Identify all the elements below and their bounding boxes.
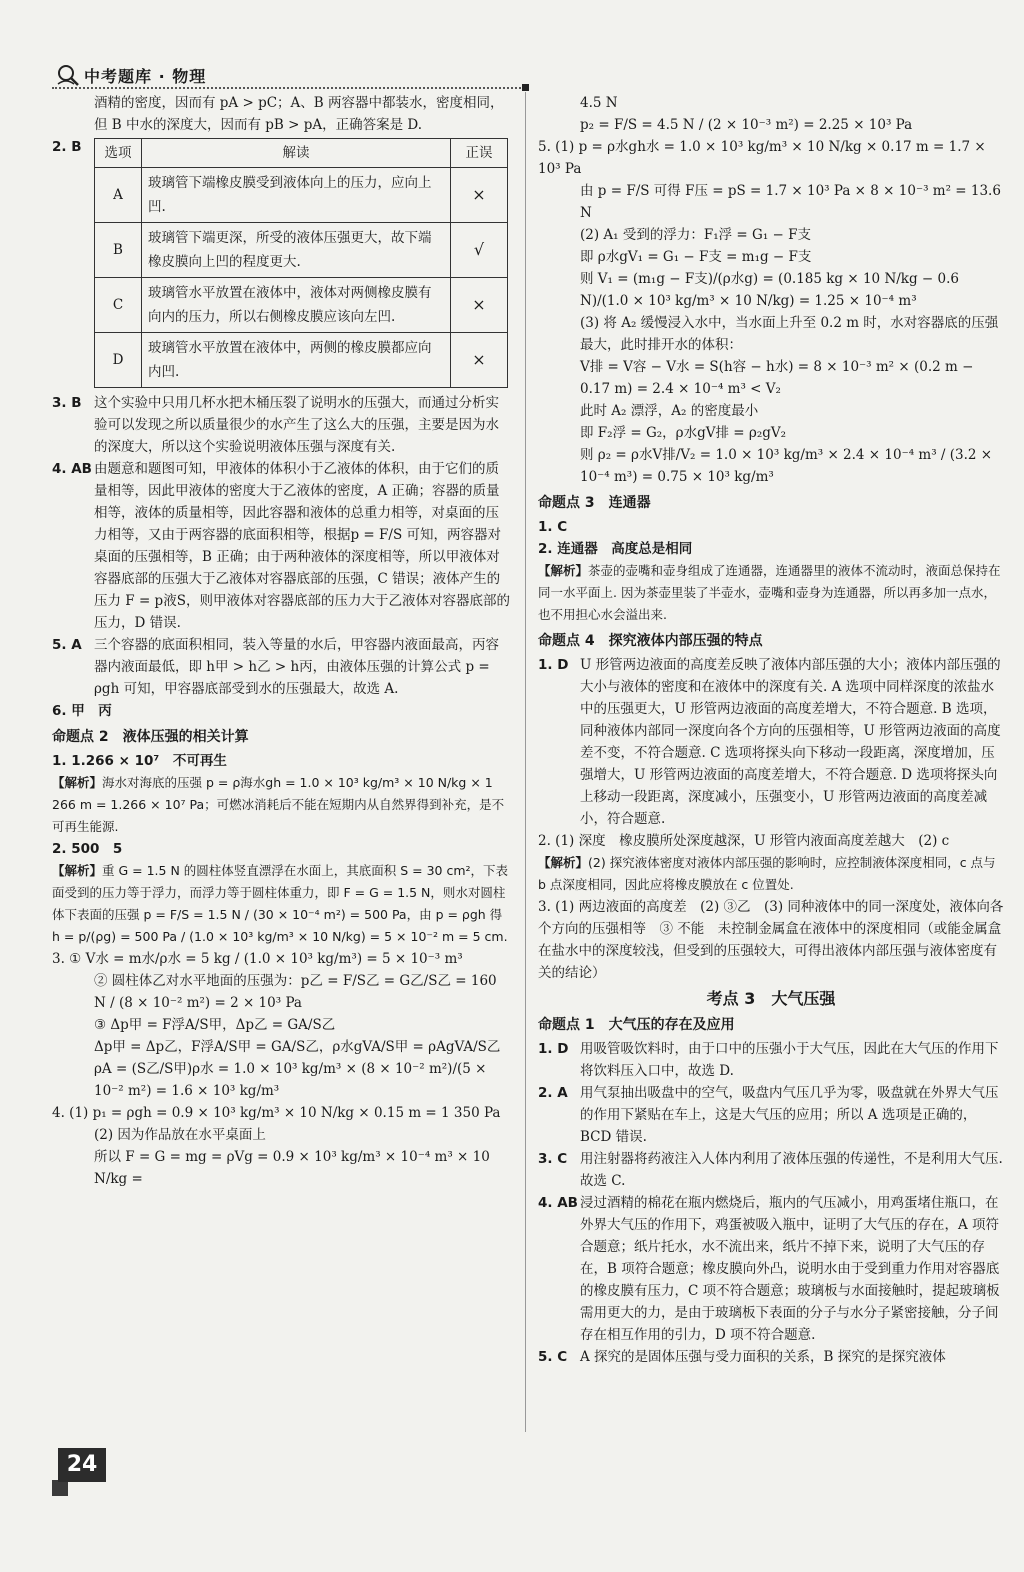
formula-line: (2) 因为作品放在水平桌面上 [94, 1127, 266, 1143]
answer-text: 用气泵抽出吸盘中的空气，吸盘内气压几乎为零，吸盘就在外界大气压的作用下紧贴在车上，这是大气压的应用；所以 A 选项是正确的，BCD 错误. [580, 1085, 999, 1145]
formula-line: V排 = V容 − V水 = S(h容 − h水) = 8 × 10⁻³ m² × (0.2 m − 0.17 m) = 2.4 × 10⁻⁴ m³ < V₂ [580, 359, 978, 397]
formula-line: (3) 将 A₂ 缓慢浸入水中，当水面上升至 0.2 m 时，水对容器底的压强最大，此时排开水的体积： [580, 315, 999, 353]
header-rule [52, 87, 524, 89]
table-cell-verdict: √ [451, 223, 508, 278]
judgement-table [94, 138, 508, 388]
answer-text: 浸过酒精的棉花在瓶内燃烧后，瓶内的气压减小，用鸡蛋堵住瓶口，在外界大气压的作用下，鸡蛋被吸入瓶中，证明了大气压的存在，A 项符合题意；纸片托水，水不流出来，纸片不掉下来，说明了大气压的存在，B 项符合题意；橡皮膜向外凸，说明水由于受到重力作用对容器底的橡皮膜有压力，C 项不符合题意；玻璃板与水面接触时，提起玻璃板需用更大的力，是由于玻璃板下表面的分子与水分子紧密接触，分子间存在相互作用的引力，D 项不符合题意. [580, 1195, 1000, 1343]
logo-icon [56, 64, 80, 86]
page-header [52, 60, 528, 90]
formula-line: 则 ρ₂ = ρ水V排/V₂ = 1.0 × 10³ kg/m³ × 2.4 × 10⁻⁴ m³ / (3.2 × 10⁻⁴ m³) = 0.75 × 10³ kg/m³ [580, 447, 997, 485]
s4-question-1 [538, 654, 1004, 830]
left-column [52, 92, 512, 1190]
analysis-text: 重 G = 1.5 N 的圆柱体竖直漂浮在水面上，其底面积 S = 30 cm²，下表面受到的压力等于浮力，而浮力等于圆柱体重力，即 F = G = 1.5 N，则水对圆柱体下表面的压强 p = F/S = 1.5 N / (30 × 10⁻⁴ m²) = 500 Pa，由 p = ρgh 得 h = p/(ρg) = 500 Pa / (1.0 × 10³ kg/m³ × 10 N/kg) = 5 × 10⁻² m = 5 cm. [52, 863, 509, 944]
analysis-text: (2) 探究液体密度对液体内部压强的影响时，应控制液体深度相同，c 点与 b 点深度相同，因此应将橡皮膜放在 c 位置处. [538, 855, 1000, 892]
question-number: 5. C [538, 1349, 568, 1365]
question-4 [52, 458, 512, 634]
analysis-block [52, 772, 512, 838]
question-number: 1. 1.266 × 10⁷ 不可再生 [52, 753, 227, 769]
page-number: 24 [58, 1448, 106, 1482]
table-row [95, 278, 508, 333]
text-line: 但 B 中水的深度大，因而有 pB > pA，正确答案是 D. [94, 117, 423, 133]
analysis-block [538, 852, 1004, 896]
formula-line: 4.5 N [580, 95, 618, 111]
table-cell-option: C [95, 278, 142, 333]
formula-line: 3. ① V水 = m水/ρ水 = 5 kg / (1.0 × 10³ kg/m³) = 5 × 10⁻³ m³ [52, 951, 463, 967]
table-row [95, 223, 508, 278]
question-number: 6. 甲 丙 [52, 703, 112, 719]
section-heading: 命题点 2 液体压强的相关计算 [52, 729, 249, 745]
question-number: 2. 连通器 高度总是相同 [538, 541, 693, 557]
formula-line: ③ Δp甲 = F浮A/S甲，Δp乙 = GA/S乙 [94, 1017, 336, 1033]
right-column [538, 92, 1008, 1368]
table-cell-verdict: × [451, 333, 508, 388]
formula-line: Δp甲 = Δp乙，F浮A/S甲 = GA/S乙，ρ水gVA/S甲 = ρAgVA/S乙 [94, 1039, 501, 1055]
table-header: 选项 [95, 139, 142, 168]
s5-question [538, 1082, 1004, 1148]
answer-text: 这个实验中只用几杯水把木桶压裂了说明水的压强大，而通过分析实验可以发现之所以质量很少的水产生了这么大的压强，主要是因为水的深度大，所以这个实验说明液体压强与深度有关. [94, 395, 499, 455]
formula-line: 5. (1) p = ρ水gh水 = 1.0 × 10³ kg/m³ × 10 N/kg × 0.17 m = 1.7 × 10³ Pa [538, 139, 990, 177]
answer-text: 用注射器将药液注入人体内利用了液体压强的传递性，不是利用大气压. 故选 C. [580, 1151, 1008, 1189]
question-number: 2. 500 5 [52, 841, 123, 857]
s2-question-4 [52, 1102, 512, 1190]
answer-text: 3. (1) 两边液面的高度差 (2) ③乙 (3) 同种液体中的同一深度处，液体向各个方向的压强相等 ③ 不能 未控制金属盒在液体中的深度相同（或能金属盒在盐水中的深度较浅，但受到的压强较大，可得出液体内部压强与液体密度有关的结论） [538, 899, 1004, 981]
question-number: 5. A [52, 637, 82, 653]
analysis-tag: 【解析】 [52, 775, 103, 790]
answer-text: A 探究的是固体压强与受力面积的关系，B 探究的是探究液体 [580, 1349, 946, 1365]
answer-text: 2. (1) 深度 橡皮膜所处深度越深，U 形管内液面高度差越大 (2) c [538, 833, 950, 849]
corner-decoration [52, 1480, 68, 1496]
header-title: 中考题库 · 物理 [84, 67, 207, 86]
question-3 [52, 392, 512, 458]
analysis-tag: 【解析】 [538, 855, 589, 870]
question-5 [52, 634, 512, 700]
question-number: 3. C [538, 1151, 568, 1167]
formula-line: 即 F₂浮 = G₂，ρ水gV排 = ρ₂gV₂ [580, 425, 787, 441]
table-cell-option: B [95, 223, 142, 278]
question-6 [52, 700, 512, 722]
s5-question [538, 1192, 1004, 1346]
table-cell-option: A [95, 168, 142, 223]
question-5-right [538, 136, 1004, 488]
formula-line: 即 ρ水gV₁ = G₁ − F支 = m₁g − F支 [580, 249, 812, 265]
text-line: 酒精的密度，因而有 pA > pC；A、B 两容器中都装水，密度相同， [94, 95, 504, 111]
formula-line: ρA = (S乙/S甲)ρ水 = 1.0 × 10³ kg/m³ × (8 × 10⁻² m²)/(5 × 10⁻² m²) = 1.6 × 10³ kg/m³ [94, 1061, 491, 1099]
question-number: 1. D [538, 657, 569, 673]
answer-text: 由题意和题图可知，甲液体的体积小于乙液体的体积，由于它们的质量相等，因此甲液体的密度大于乙液体的密度，A 正确；容器的质量相等，液体的质量相等，因此容器和液体的总重力相等，对桌面的压力相等，又由于两容器的底面积相等，根据p = F/S 可知，两容器对桌面的压强相等，B 正确；由于两种液体的深度相等，所以甲液体对容器底部的压强大于乙液体对容器底部的压强，C 错误；液体产生的压力 F = p液S，则甲液体对容器底部的压力大于乙液体对容器底部的压力，D 错误. [94, 461, 510, 631]
table-cell-verdict: × [451, 168, 508, 223]
table-row [95, 168, 508, 223]
table-cell-verdict: × [451, 278, 508, 333]
s2-question-1 [52, 750, 512, 838]
s2-question-2 [52, 838, 512, 948]
answer-text: U 形管两边液面的高度差反映了液体内部压强的大小；液体内部压强的大小与液体的密度和在液体中的深度有关. A 选项中同样深度的浓盐水中的压强更大，U 形管两边液面的高度差增大，不符合题意. B 选项，同种液体内部同一深度向各个方向的压强相等，U 形管两边液面的高度差不变，不符合题意. C 选项将探头向下移动一段距离，深度增加，压强增大，U 形管两边液面的高度差增大，不符合题意. D 选项将探头向上移动一段距离，深度减小，压强变小，U 形管两边液面的高度差减小，符合题意. [580, 657, 1001, 827]
question-number: 2. B [52, 139, 82, 155]
section-heading: 命题点 1 大气压的存在及应用 [538, 1017, 735, 1033]
formula-line: 由 p = F/S 可得 F压 = pS = 1.7 × 10³ Pa × 8 × 10⁻³ m² = 13.6 N [580, 183, 1006, 221]
question-number: 4. AB [52, 461, 92, 477]
formula-line: 4. (1) p₁ = ρgh = 0.9 × 10³ kg/m³ × 10 N/kg × 0.15 m = 1 350 Pa [52, 1105, 501, 1121]
analysis-block [52, 860, 512, 948]
table-row [95, 333, 508, 388]
table-header: 解读 [142, 139, 451, 168]
answer-text: 用吸管吸饮料时，由于口中的压强小于大气压，因此在大气压的作用下将饮料压入口中，故选 D. [580, 1041, 999, 1079]
question-number: 4. AB [538, 1195, 578, 1211]
formula-line: ② 圆柱体乙对水平地面的压强为：p乙 = F/S乙 = G乙/S乙 = 160 N / (8 × 10⁻² m²) = 2 × 10³ Pa [94, 973, 501, 1011]
continued-text [52, 92, 512, 136]
question-number: 1. C [538, 519, 568, 535]
analysis-block [538, 560, 1004, 626]
table-cell-option: D [95, 333, 142, 388]
table-cell-text: 玻璃管下端橡皮膜受到液体向上的压力，应向上凹. [142, 168, 451, 223]
analysis-tag: 【解析】 [52, 863, 103, 878]
formula-line: 则 V₁ = (m₁g − F支)/(ρ水g) = (0.185 kg × 10 N/kg − 0.6 N)/(1.0 × 10³ kg/m³ × 10 N/kg) = 1.25 × 10⁻⁴ m³ [580, 271, 964, 309]
header-dot [522, 84, 529, 91]
formula-line: p₂ = F/S = 4.5 N / (2 × 10⁻³ m²) = 2.25 × 10³ Pa [580, 117, 913, 133]
continued-text [538, 92, 1004, 136]
section-heading: 命题点 4 探究液体内部压强的特点 [538, 633, 763, 649]
s2-question-3 [52, 948, 512, 1102]
table-cell-text: 玻璃管水平放置在液体中，液体对两侧橡皮膜有向内的压力，所以右侧橡皮膜应该向左凹. [142, 278, 451, 333]
answer-text: 三个容器的底面积相同，装入等量的水后，甲容器内液面最高，丙容器内液面最低，即 h甲 > h乙 > h丙，由液体压强的计算公式 p = ρgh 可知，甲容器底部受到水的压强最大，故选 A. [94, 637, 499, 697]
formula-line: 此时 A₂ 漂浮，A₂ 的密度最小 [580, 403, 759, 419]
question-number: 3. B [52, 395, 82, 411]
formula-line: (2) A₁ 受到的浮力：F₁浮 = G₁ − F支 [580, 227, 811, 243]
analysis-text: 海水对海底的压强 p = ρ海水gh = 1.0 × 10³ kg/m³ × 10 N/kg × 1 266 m = 1.266 × 10⁷ Pa；可燃冰消耗后不能在短期内从自然界得到补充，是不可再生能源. [52, 775, 505, 834]
table-cell-text: 玻璃管下端更深，所受的液体压强更大，故下端橡皮膜向上凹的程度更大. [142, 223, 451, 278]
section-heading: 命题点 3 连通器 [538, 495, 651, 511]
analysis-tag: 【解析】 [538, 563, 589, 578]
s5-question [538, 1148, 1008, 1192]
formula-line: 所以 F = G = mg = ρVg = 0.9 × 10³ kg/m³ × 10⁻⁴ m³ × 10 N/kg = [94, 1149, 495, 1187]
table-cell-text: 玻璃管水平放置在液体中，两侧的橡皮膜都应向内凹. [142, 333, 451, 388]
question-number: 2. A [538, 1085, 568, 1101]
s5-question [538, 1038, 1004, 1082]
question-number: 1. D [538, 1041, 569, 1057]
chapter-heading: 考点 3 大气压强 [706, 989, 836, 1008]
analysis-text: 茶壶的壶嘴和壶身组成了连通器，连通器里的液体不流动时，液面总保持在同一水平面上. 因为茶壶里装了半壶水，壶嘴和壶身为连通器，所以再多加一点水，也不用担心水会溢出来. [538, 563, 1001, 622]
column-divider [525, 92, 526, 1432]
table-header-row [95, 139, 508, 168]
table-header: 正误 [451, 139, 508, 168]
s5-question [538, 1346, 1004, 1368]
question-2 [52, 136, 512, 392]
